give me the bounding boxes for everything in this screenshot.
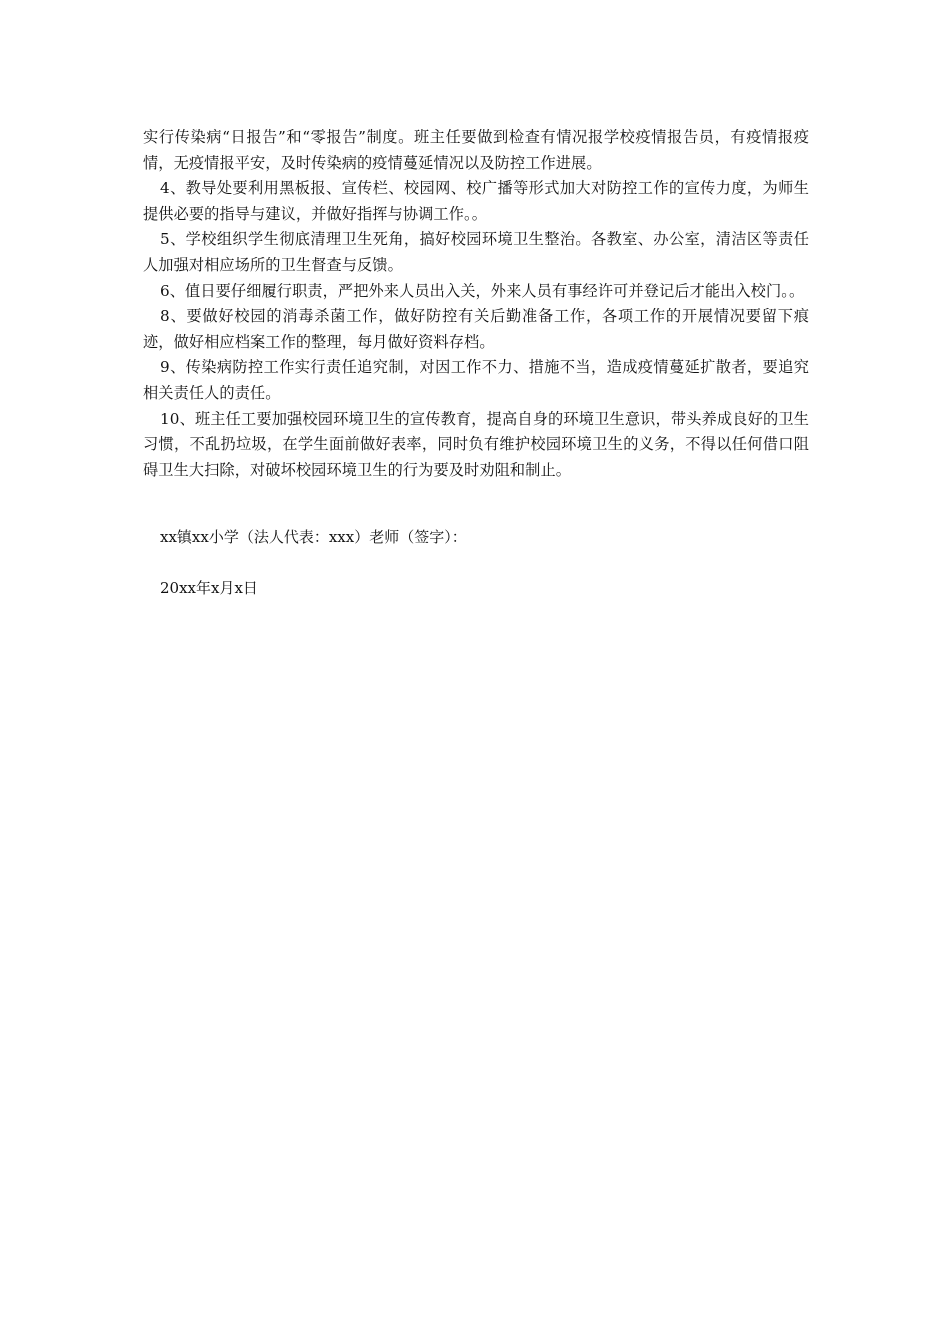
paragraph-item-6: 6、值日要仔细履行职责，严把外来人员出入关，外来人员有事经许可并登记后才能出入校门。。	[160, 281, 805, 300]
paragraph-item-5: 5、学校组织学生彻底清理卫生死角，搞好校园环境卫生整治。各教室、办公室，清洁区等责任人加强对相应场所的卫生督查与反馈。	[143, 230, 809, 274]
paragraph-item-8: 8、要做好校园的消毒杀菌工作，做好防控有关后勤准备工作，各项工作的开展情况要留下痕迹，做好相应档案工作的整理，每月做好资料存档。	[143, 307, 809, 351]
date-line: 20xx年x月x日	[160, 579, 258, 597]
document-body	[143, 125, 809, 483]
paragraph-continuation: 实行传染病“日报告”和“零报告”制度。班主任要做到检查有情况报学校疫情报告员，有疫情报疫情，无疫情报平安，及时传染病的疫情蔓延情况以及防控工作进展。	[143, 128, 809, 172]
paragraph-item-4: 4、教导处要利用黑板报、宣传栏、校园网、校广播等形式加大对防控工作的宣传力度，为师生提供必要的指导与建议，并做好指挥与协调工作。。	[143, 179, 809, 223]
paragraph-item-9: 9、传染病防控工作实行责任追究制，对因工作不力、措施不当，造成疫情蔓延扩散者，要追究相关责任人的责任。	[143, 358, 809, 402]
paragraph-item-10: 10、班主任工要加强校园环境卫生的宣传教育，提高自身的环境卫生意识，带头养成良好的卫生习惯，不乱扔垃圾，在学生面前做好表率，同时负有维护校园环境卫生的义务，不得以任何借口阻碍卫生大扫除，对破坏校园环境卫生的行为要及时劝阻和制止。	[143, 409, 809, 479]
signature-line: xx镇xx小学（法人代表：xxx）老师（签字）：	[160, 528, 467, 546]
